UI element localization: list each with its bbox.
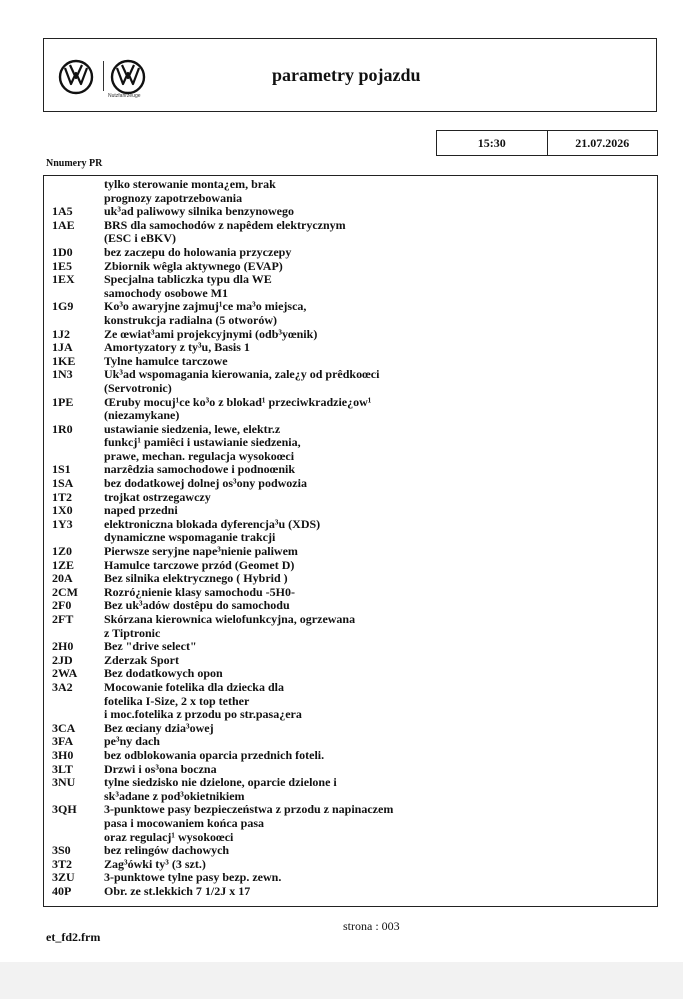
pr-description-line: Mocowanie fotelika dla dziecka dla [104,679,284,694]
pr-description [104,491,657,505]
pr-description [104,871,657,885]
pr-code: 1PE [52,394,74,409]
pr-description [104,667,657,681]
pr-description-line: Zag³ówki ty³ (3 szt.) [104,856,206,871]
pr-code: 1SA [52,476,74,491]
pr-description-line: Specjalna tabliczka typu dla WE [104,272,272,287]
pr-list [44,178,657,898]
pr-row [44,545,657,559]
pr-code: 2F0 [52,598,72,613]
date-value: 21.07.2026 [547,131,658,155]
pr-row [44,722,657,736]
pr-code: 20A [52,571,73,586]
pr-row [44,396,657,423]
datetime-box [436,130,658,156]
pr-row [44,178,657,205]
pr-description-line: Pierwsze seryjne nape³nienie paliwem [104,544,298,559]
pr-row [44,491,657,505]
pr-description-line: samochody osobowe M1 [104,285,229,300]
pr-row [44,871,657,885]
pr-code [44,178,104,205]
logo-divider [103,61,104,91]
pr-description [104,844,657,858]
pr-description-line: uk³ad paliwowy silnika benzynowego [104,204,294,219]
time-value: 15:30 [477,135,506,150]
pr-description-line: Tylne hamulce tarczowe [104,353,228,368]
pr-code: 3S0 [52,843,71,858]
pr-code: 1T2 [52,489,73,504]
pr-code: 1Y3 [52,516,73,531]
pr-description-line: ustawianie siedzenia, lewe, elektr.z [104,421,281,436]
pr-description [104,355,657,369]
pr-row [44,341,657,355]
pr-description [104,776,657,803]
pr-description-line: Ko³o awaryjne zajmuj¹ce ma³o miejsca, [104,299,307,314]
pr-code: 1ZE [52,557,75,572]
pr-description-line: (niezamykane) [104,408,180,423]
pr-code: 1EX [52,272,75,287]
pr-description [104,763,657,777]
pr-description [104,545,657,559]
pr-description-line: BRS dla samochodów z napêdem elektrycznym [104,217,346,232]
pr-description [104,803,657,844]
pr-code: 1X0 [52,503,73,518]
pr-description [104,885,657,899]
pr-description-line: 3-punktowe pasy bezpieczeństwa z przodu z napinaczem [104,802,394,817]
pr-row [44,368,657,395]
pr-code: 2H0 [52,639,74,654]
pr-description [104,599,657,613]
pr-description [104,654,657,668]
pr-code: 1A5 [52,204,73,219]
pr-description-line: narzêdzia samochodowe i podnoœnik [104,462,296,477]
pr-description-line: bez relingów dachowych [104,843,230,858]
pr-row [44,763,657,777]
pr-row [44,518,657,545]
pr-description-line: elektroniczna blokada dyferencja³u (XDS) [104,516,321,531]
pr-row [44,273,657,300]
pr-row [44,586,657,600]
pr-description-line: Bez œciany dzia³owej [104,720,214,735]
pr-description-line: bez odblokowania oparcia przednich foteli. [104,747,325,762]
footer-strip [0,962,683,999]
pr-description-line: Zderzak Sport [104,652,179,667]
pr-description [104,246,657,260]
pr-description-line: prawe, mechan. regulacja wysokoœci [104,448,295,463]
pr-code: 1G9 [52,299,74,314]
pr-code: 1D0 [52,244,73,259]
pr-numbers-box [43,175,658,907]
pr-row [44,300,657,327]
pr-description [104,368,657,395]
pr-description [104,559,657,573]
pr-description-line: sk³adane z pod³okietnikiem [104,788,245,803]
pr-row [44,328,657,342]
pr-row [44,885,657,899]
pr-row [44,423,657,464]
pr-description-line: konstrukcja radialna (5 otworów) [104,312,277,327]
pr-code: 3CA [52,720,76,735]
brand-logos [56,57,176,101]
pr-code: 2CM [52,584,78,599]
pr-description [104,735,657,749]
pr-description-line: bez dodatkowej dolnej os³ony podwozia [104,476,307,491]
pr-description-line: bez zaczepu do holowania przyczepy [104,244,292,259]
pr-description-line: 3-punktowe tylne pasy bezp. zewn. [104,870,282,885]
pr-description-line: Uk³ad wspomagania kierowania, zale¿y od prêdkoœci [104,367,380,382]
pr-description-line: Bez "drive select" [104,639,197,654]
pr-description-line: prognozy zapotrzebowania [104,190,243,205]
pr-description-line: trojkat ostrzegawczy [104,489,211,504]
pr-description-line: Zbiornik wêgla aktywnego (EVAP) [104,258,283,273]
pr-description-line: Amortyzatory z ty³u, Basis 1 [104,340,250,355]
pr-description-line: Bez uk³adów dostêpu do samochodu [104,598,290,613]
pr-description [104,273,657,300]
pr-description [104,260,657,274]
pr-description-line: Ze œwiat³ami projekcyjnymi (odb³yœnik) [104,326,318,341]
pr-description [104,722,657,736]
pr-description [104,396,657,423]
pr-row [44,599,657,613]
pr-code: 3QH [52,802,77,817]
pr-row [44,355,657,369]
page-number: strona : 003 [343,919,400,933]
pr-row [44,572,657,586]
pr-description-line: Bez silnika elektrycznego ( Hybrid ) [104,571,288,586]
pr-code: 2WA [52,666,78,681]
pr-description [104,586,657,600]
pr-code: 3A2 [52,679,73,694]
header-box [43,38,657,112]
pr-description-line: (ESC i eBKV) [104,231,176,246]
pr-row [44,735,657,749]
pr-row [44,654,657,668]
brand-subtitle: Nutzfahrzeuge [108,93,141,99]
pr-code: 1R0 [52,421,73,436]
pr-code: 1E5 [52,258,73,273]
pr-code: 40P [52,883,72,898]
pr-description [104,504,657,518]
pr-description [104,178,657,205]
pr-description [104,572,657,586]
vw-logo-icon [56,57,102,97]
pr-row [44,667,657,681]
pr-code: 2JD [52,652,73,667]
pr-description [104,518,657,545]
pr-description-line: tylko sterowanie monta¿em, brak [104,177,276,191]
pr-description [104,749,657,763]
pr-row [44,559,657,573]
pr-description [104,858,657,872]
pr-description [104,205,657,219]
pr-description [104,219,657,246]
page-title: parametry pojazdu [272,65,421,85]
pr-row [44,205,657,219]
pr-description-line: Œruby mocuj¹ce ko³o z blokad¹ przeciwkradzie¿ow¹ [104,394,372,409]
pr-description-line: Bez dodatkowych opon [104,666,223,681]
pr-description-line: z Tiptronic [104,625,161,640]
pr-description-line: dynamiczne wspomaganie trakcji [104,530,276,545]
pr-description [104,477,657,491]
pr-description [104,341,657,355]
pr-description-line: oraz regulacj¹ wysokoœci [104,829,234,844]
pr-code: 3LT [52,761,73,776]
pr-description [104,463,657,477]
pr-description-line: pasa i mocowaniem końca pasa [104,815,265,830]
pr-description-line: i moc.fotelika z przodu po str.pasa¿era [104,707,302,722]
vw-commercial-logo-icon [108,57,154,97]
pr-description [104,681,657,722]
pr-row [44,477,657,491]
pr-row [44,776,657,803]
pr-row [44,219,657,246]
pr-code: 1KE [52,353,76,368]
pr-code: 1AE [52,217,75,232]
pr-code: 1J2 [52,326,70,341]
pr-row [44,844,657,858]
pr-description-line: (Servotronic) [104,380,172,395]
pr-description [104,613,657,640]
pr-row [44,858,657,872]
pr-description-line: Hamulce tarczowe przód (Geomet D) [104,557,295,572]
pr-description-line: fotelika I-Size, 2 x top tether [104,693,250,708]
pr-row [44,681,657,722]
pr-code: 1Z0 [52,544,73,559]
pr-description-line: naped przedni [104,503,178,518]
pr-code: 1S1 [52,462,71,477]
pr-row [44,463,657,477]
pr-code: 3ZU [52,870,75,885]
pr-description-line: funkcj¹ pamiêci i ustawianie siedzenia, [104,435,301,450]
pr-row [44,640,657,654]
pr-description [104,640,657,654]
pr-code: 3T2 [52,856,73,871]
pr-code: 1N3 [52,367,73,382]
section-label: Nnumery PR [46,158,103,169]
pr-description-line: Drzwi i os³ona boczna [104,761,217,776]
pr-row [44,613,657,640]
pr-description-line: Rozró¿nienie klasy samochodu -5H0- [104,584,296,599]
pr-row [44,246,657,260]
pr-description [104,300,657,327]
pr-row [44,803,657,844]
form-name: et_fd2.frm [46,930,101,944]
pr-code: 2FT [52,612,74,626]
pr-row [44,504,657,518]
pr-code: 3H0 [52,747,74,762]
pr-description-line: Skórzana kierownica wielofunkcyjna, ogrzewana [104,612,356,626]
pr-row [44,749,657,763]
pr-description [104,423,657,464]
pr-description-line: pe³ny dach [104,734,160,749]
pr-row [44,260,657,274]
pr-code: 1JA [52,340,73,355]
pr-description-line: tylne siedzisko nie dzielone, oparcie dzielone i [104,775,337,790]
pr-description-line: Obr. ze st.lekkich 7 1/2J x 17 [104,883,251,898]
pr-description [104,328,657,342]
pr-code: 3NU [52,775,76,790]
pr-code: 3FA [52,734,74,749]
